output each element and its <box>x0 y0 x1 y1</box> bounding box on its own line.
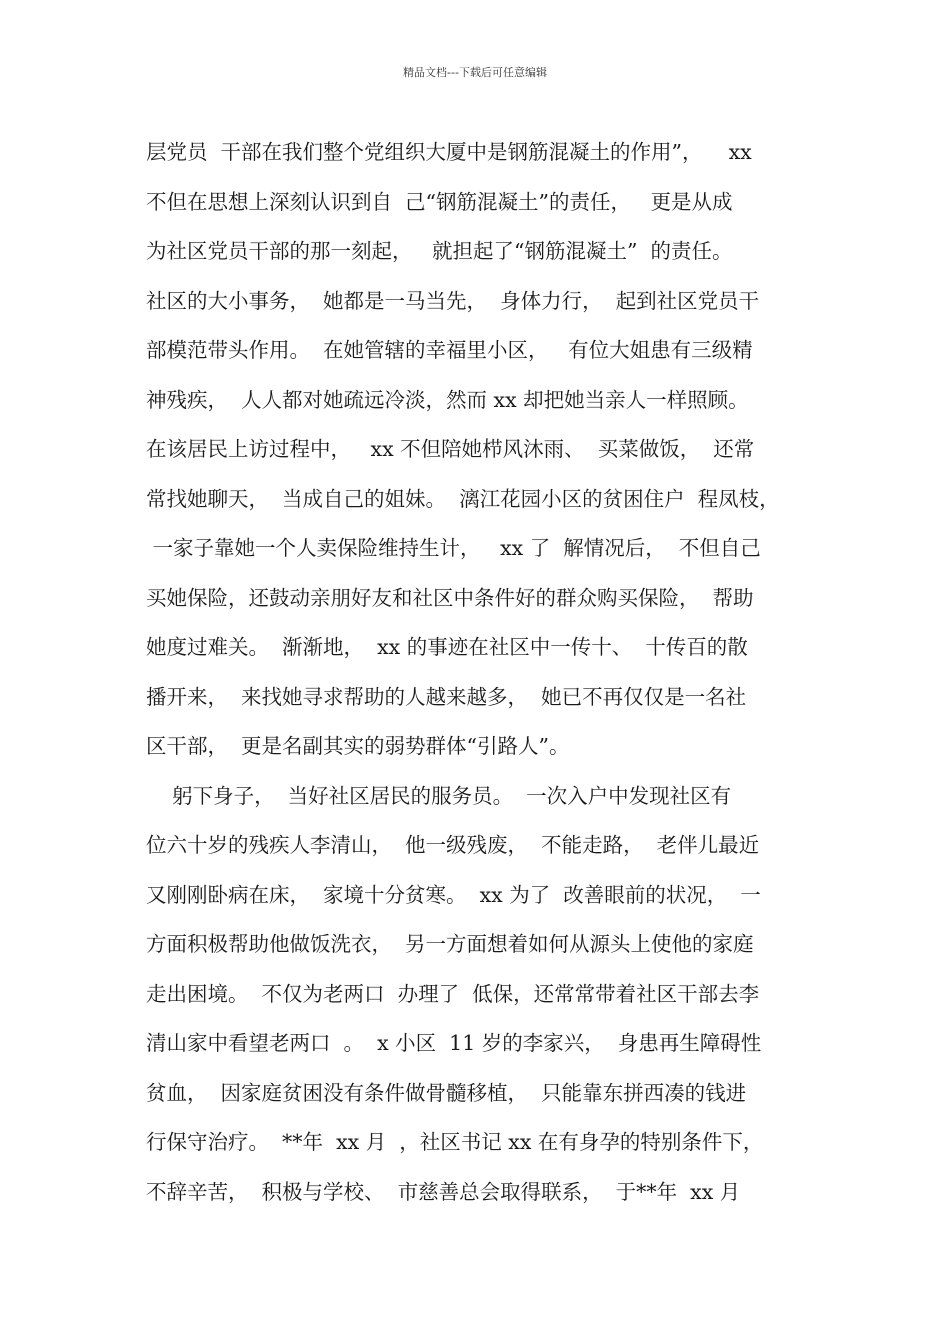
text-line: 清山家中看望老两口 。 x 小区 11 岁的李家兴， 身患再生障碍性 <box>146 1031 762 1055</box>
text-line: 社区的大小事务， 她都是一马当先， 身体力行， 起到社区党员干 <box>146 288 760 313</box>
text-line: 神残疾， 人人都对她疏远冷淡，然而 xx 却把她当亲人一样照顾。 <box>146 387 749 412</box>
text-line: 常找她聊天， 当成自己的姐妹。 漓江花园小区的贫困住户 程凤枝， <box>146 486 780 511</box>
text-line: 播开来， 来找她寻求帮助的人越来越多， 她已不再仅仅是一名社 <box>146 684 747 709</box>
text-line: 买她保险，还鼓动亲朋好友和社区中条件好的群众购买保险， 帮助 <box>146 585 754 610</box>
text-line: 一家子靠她一个人卖保险维持生计， xx 了 解情况后， 不但自己 <box>146 536 761 560</box>
text-line: 方面积极帮助他做饭洗衣， 另一方面想着如何从源头上使他的家庭 <box>146 932 754 956</box>
text-line: 躬下身子， 当好社区居民的服务员。 一次入户中发现社区有 <box>146 783 732 808</box>
text-line: 层党员 干部在我们整个党组织大厦中是钢筋混凝土的作用”， xx <box>146 140 752 164</box>
text-line: 贫血， 因家庭贫困没有条件做骨髓移植， 只能靠东拼西凑的钱进 <box>146 1080 747 1105</box>
text-line: 她度过难关。 渐渐地， xx 的事迹在社区中一传十、 十传百的散 <box>146 635 748 659</box>
text-line: 又刚刚卧病在床， 家境十分贫寒。 xx 为了 改善眼前的状况， 一 <box>146 882 761 907</box>
text-line: 不但在思想上深刻认识到自 己“钢筋混凝土”的责任， 更是从成 <box>146 189 733 214</box>
text-line: 区干部， 更是名副其实的弱势群体“引路人”。 <box>146 734 570 758</box>
text-line: 行保守治疗。 **年 xx 月 ，社区书记 xx 在有身孕的特别条件下， <box>146 1130 764 1154</box>
text-line: 部模范带头作用。 在她管辖的幸福里小区， 有位大姐患有三级精 <box>146 338 753 362</box>
document-body <box>146 128 818 1217</box>
text-line: 为社区党员干部的那一刻起， 就担起了“钢筋混凝土” 的责任。 <box>146 239 733 263</box>
text-line: 不辞辛苦， 积极与学校、 市慈善总会取得联系， 于**年 xx 月 <box>146 1179 741 1204</box>
page-header: 精品文档---下载后可任意编辑 <box>403 66 547 79</box>
text-line: 位六十岁的残疾人李清山， 他一级残废， 不能走路， 老伴儿最近 <box>146 833 760 857</box>
text-line: 走出困境。 不仅为老两口 办理了 低保，还常常带着社区干部去李 <box>146 981 760 1006</box>
text-line: 在该居民上访过程中， xx 不但陪她栉风沐雨、 买菜做饭， 还常 <box>146 437 755 461</box>
